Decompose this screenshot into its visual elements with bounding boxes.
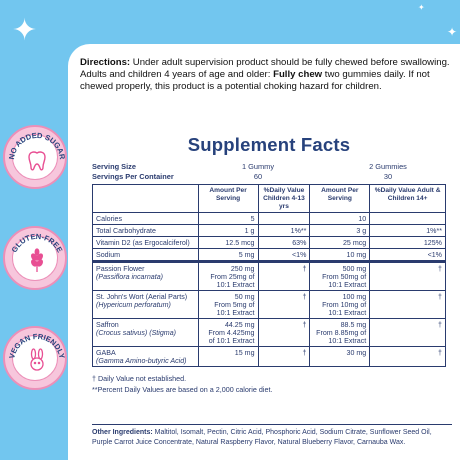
supplement-facts-panel (92, 134, 446, 395)
ingredient-name: Calories (93, 213, 199, 225)
no-added-sugar-badge (3, 125, 67, 189)
ingredient-name: Vitamin D2 (as Ergocalciferol) (93, 237, 199, 249)
directions-text: Directions: Under adult supervision product should be fully chewed before swallowing. Adults and children 4 years of age and older: Fully chew two gummies daily. If not chewed properly, this product is a potential choking hazard for children. (80, 57, 450, 92)
table-row (93, 347, 446, 367)
daily-value-cell: † (258, 319, 310, 347)
daily-value-cell: † (370, 319, 446, 347)
daily-value-cell: † (370, 262, 446, 291)
amount-cell: 30 mg (310, 347, 370, 367)
svg-text:NO ADDED SUGAR: NO ADDED SUGAR (6, 130, 68, 161)
ingredient-name: Total Carbohydrate (93, 225, 199, 237)
vegan-friendly-badge (3, 326, 67, 390)
daily-value-cell: <1% (258, 249, 310, 262)
ingredient-name: Saffron (Crocus sativus) (Stigma) (93, 319, 199, 347)
table-row (93, 213, 446, 225)
amount-cell: 1 g (198, 225, 258, 237)
daily-value-cell: † (370, 347, 446, 367)
other-ingredients: Other Ingredients: Maltitol, Isomalt, Pectin, Citric Acid, Phosphoric Acid, Sodium Citrate, Sunflower Seed Oil, Purple Carrot Juice Concentrate, Natural Raspberry Flavor, Natural Blueberry Flavor, Carnauba Wax. (92, 424, 452, 447)
sparkle-icon: ✦ (12, 13, 38, 48)
daily-value-cell: † (258, 262, 310, 291)
svg-text:GLUTEN-FREE: GLUTEN-FREE (9, 231, 65, 254)
daily-value-cell: <1% (370, 249, 446, 262)
ingredient-name: Passion Flower (Passiflora incarnata) (93, 262, 199, 291)
table-row (93, 237, 446, 249)
amount-cell: 44.25 mg From 4.425mg of 10:1 Extract (198, 319, 258, 347)
daily-value-cell: † (258, 347, 310, 367)
amount-cell: 25 mcg (310, 237, 370, 249)
amount-header-2: Amount Per Serving (310, 185, 370, 213)
amount-header-1: Amount Per Serving (198, 185, 258, 213)
gluten-free-badge (3, 226, 67, 290)
facts-table (92, 184, 446, 367)
daily-value-cell: 1%** (258, 225, 310, 237)
table-row (93, 249, 446, 262)
amount-cell: 250 mg From 25mg of 10:1 Extract (198, 262, 258, 291)
daily-value-cell: 1%** (370, 225, 446, 237)
table-row (93, 225, 446, 237)
ingredient-name: St. John's Wort (Aerial Parts) (Hypericum perforatum) (93, 291, 199, 319)
table-row (93, 262, 446, 291)
amount-cell: 5 (198, 213, 258, 225)
tooth-icon (29, 152, 45, 170)
amount-cell: 10 mg (310, 249, 370, 262)
sparkle-icon: ✦ (418, 3, 425, 12)
daily-value-cell: † (258, 291, 310, 319)
amount-cell: 5 mg (198, 249, 258, 262)
ingredient-name: Sodium (93, 249, 199, 262)
table-header-row (93, 185, 446, 213)
daily-value-cell: † (370, 291, 446, 319)
amount-cell: 12.5 mcg (198, 237, 258, 249)
wheat-icon (31, 249, 44, 272)
daily-value-cell: 125% (370, 237, 446, 249)
table-row (93, 319, 446, 347)
sparkle-icon: ✦ (447, 25, 458, 39)
amount-cell: 15 mg (198, 347, 258, 367)
amount-cell: 500 mg From 50mg of 10:1 Extract (310, 262, 370, 291)
ingredient-name: GABA (Gamma Amino-butyric Acid) (93, 347, 199, 367)
amount-cell: 88.5 mg From 8.85mg of 10:1 Extract (310, 319, 370, 347)
amount-cell: 50 mg From 5mg of 10:1 Extract (198, 291, 258, 319)
svg-text:VEGAN FRIENDLY: VEGAN FRIENDLY (7, 331, 67, 360)
table-row (93, 291, 446, 319)
daily-value-cell (370, 213, 446, 225)
daily-value-cell: 63% (258, 237, 310, 249)
supplement-facts-title: Supplement Facts (187, 134, 351, 155)
bunny-icon (31, 349, 43, 370)
dv-adult-header: %Daily Value Adult & Children 14+ (370, 185, 446, 213)
serving-info: Serving Size Servings Per Container 1 Gummy 60 2 Gummies 30 (92, 162, 407, 181)
dv-children-header: %Daily Value Children 4-13 yrs (258, 185, 310, 213)
footnotes: † Daily Value not established. **Percent Daily Values are based on a 2,000 calorie diet. (92, 374, 273, 394)
amount-cell: 100 mg From 10mg of 10:1 Extract (310, 291, 370, 319)
amount-cell: 3 g (310, 225, 370, 237)
daily-value-cell (258, 213, 310, 225)
amount-cell: 10 (310, 213, 370, 225)
